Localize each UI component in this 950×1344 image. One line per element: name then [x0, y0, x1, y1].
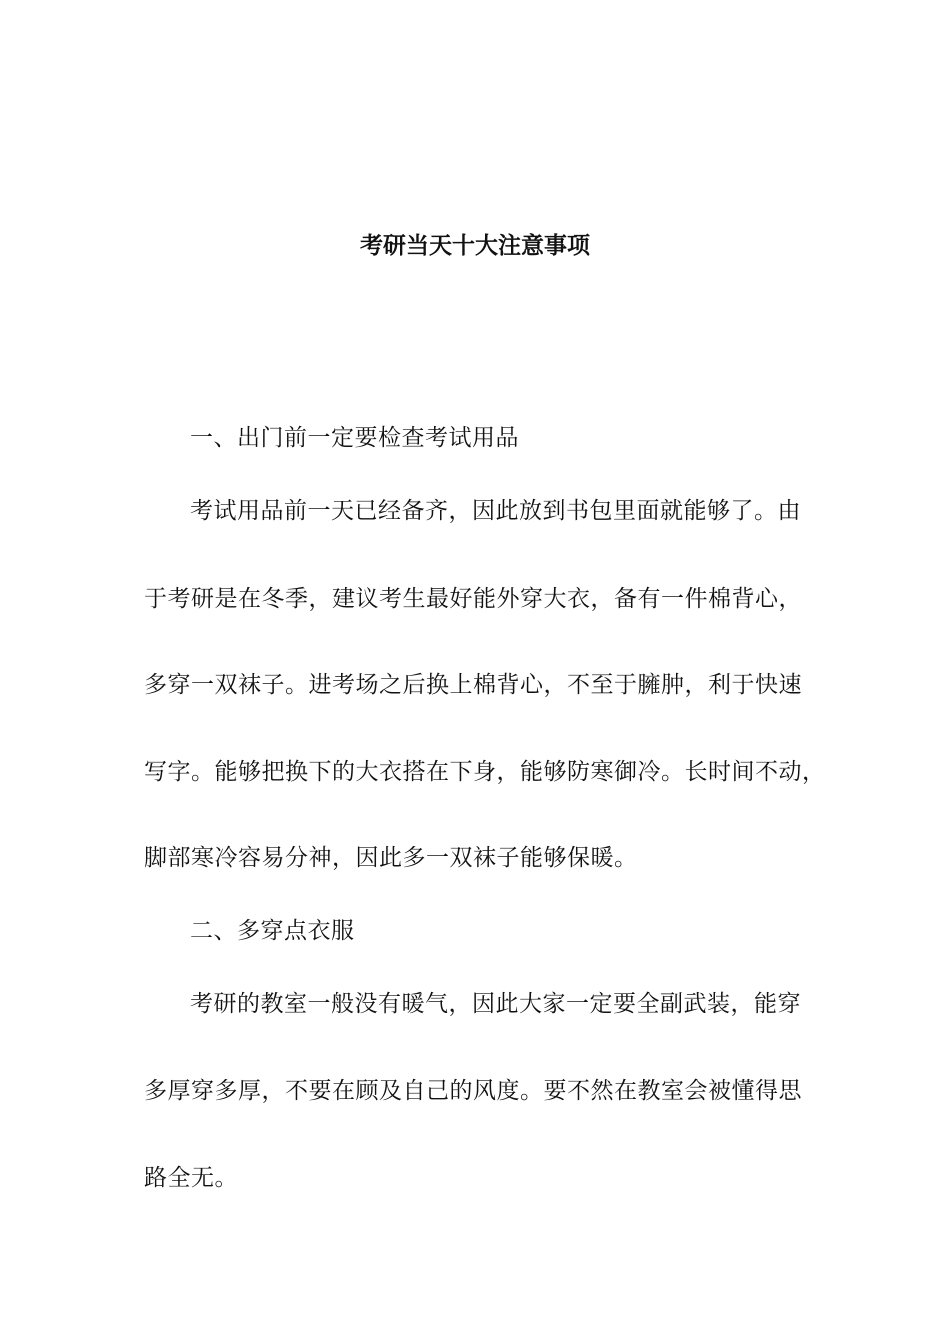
paragraph-line: 于考研是在冬季，建议考生最好能外穿大衣，备有一件棉背心， [144, 586, 802, 612]
paragraph-line: 路全无。 [144, 1165, 238, 1191]
paragraph-line: 写字。能够把换下的大衣搭在下身，能够防寒御冷。长时间不动， [144, 759, 826, 785]
paragraph-line: 多穿一双袜子。进考场之后换上棉背心，不至于臃肿，利于快速 [144, 672, 802, 698]
section-heading-1: 一、出门前一定要检查考试用品 [190, 425, 519, 451]
paragraph-line: 多厚穿多厚，不要在顾及自己的风度。要不然在教室会被懂得思 [144, 1078, 802, 1104]
paragraph-line: 考试用品前一天已经备齐，因此放到书包里面就能够了。由 [190, 498, 801, 524]
paragraph-line: 考研的教室一般没有暖气，因此大家一定要全副武装，能穿 [190, 991, 801, 1017]
document-title: 考研当天十大注意事项 [360, 233, 590, 259]
section-heading-2: 二、多穿点衣服 [190, 918, 355, 944]
paragraph-line: 脚部寒冷容易分神，因此多一双袜子能够保暖。 [144, 845, 638, 871]
